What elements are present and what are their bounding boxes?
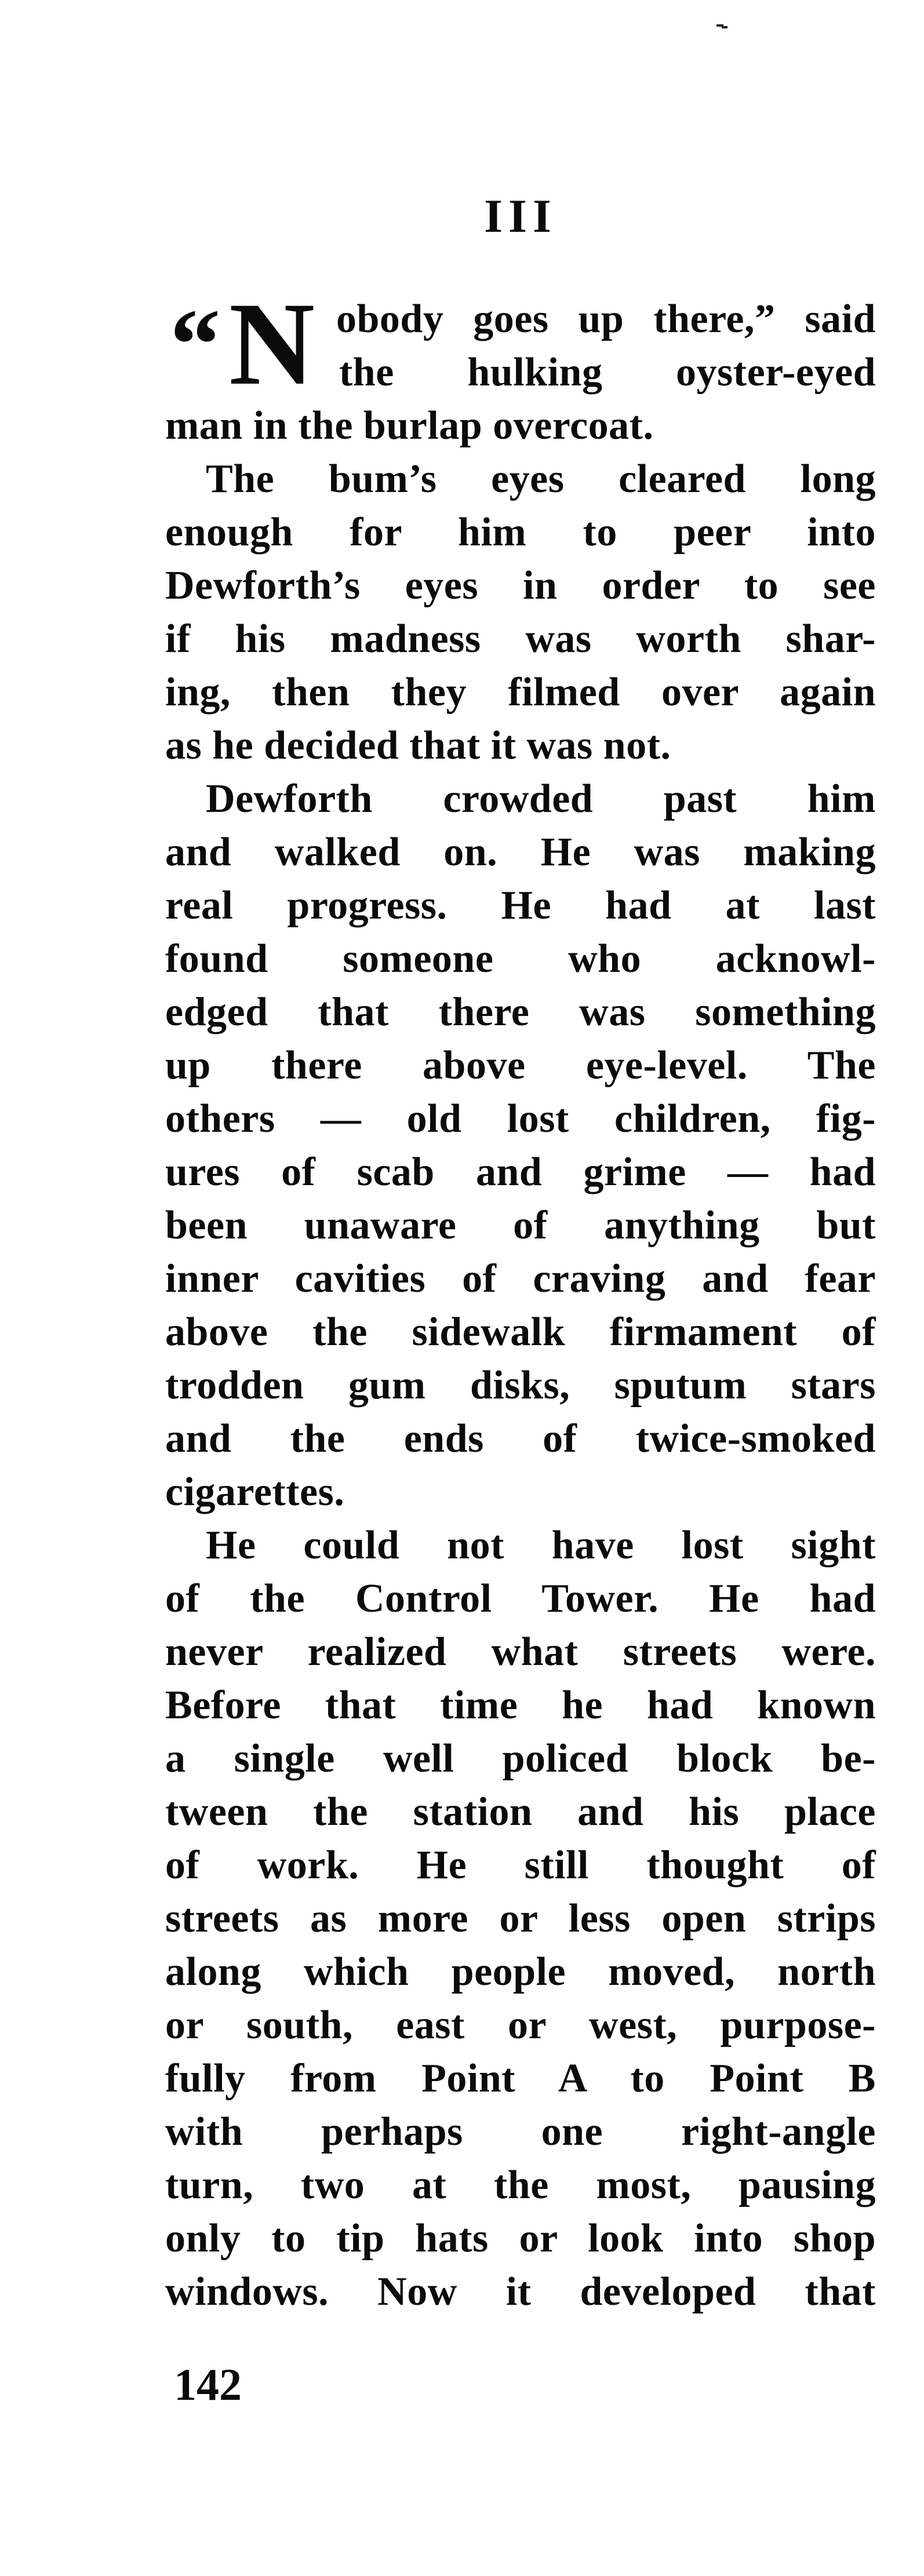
scan-speck [722,26,727,28]
text-line: streets as more or less open strips [165,1896,876,1941]
text-line: of work. He still thought of [165,1843,876,1888]
text-line: found someone who acknowl- [165,937,876,981]
text-line: windows. Now it developed that [165,2269,876,2314]
text-line: others — old lost children, fig- [165,1096,876,1141]
text-line: a single well policed block be- [165,1736,876,1781]
text-line: obody goes up there,” said [336,297,876,341]
text-line: ures of scab and grime — had [165,1150,876,1194]
text-line: Dewforth’s eyes in order to see [165,563,876,608]
text-line: never realized what streets were. [165,1630,876,1674]
text-line: The bum’s eyes cleared long [206,457,876,501]
text-line: above the sidewalk firmament of [165,1310,876,1354]
text-line: or south, east or west, purpose- [165,2003,876,2047]
text-line: man in the burlap overcoat. [165,403,654,448]
text-line: along which people moved, north [165,1950,876,1994]
text-line: trodden gum disks, sputum stars [165,1363,876,1408]
text-line: fully from Point A to Point B [165,2056,876,2101]
text-line: Before that time he had known [165,1683,876,1728]
text-line: of the Control Tower. He had [165,1576,876,1621]
text-line: if his madness was worth shar- [165,617,876,661]
chapter-heading: III [484,190,557,242]
text-line: and the ends of twice-smoked [165,1416,876,1461]
text-line: only to tip hats or look into shop [165,2216,876,2261]
text-line: turn, two at the most, pausing [165,2163,876,2207]
text-line: ing, then they filmed over again [165,670,876,715]
paragraph-4 [165,1519,876,2319]
text-line: real progress. He had at last [165,883,876,928]
drop-cap: N [229,278,315,410]
text-line: edged that there was something [165,990,876,1034]
text-line: enough for him to peer into [165,510,876,555]
text-line: as he decided that it was not. [165,723,671,768]
text-line: up there above eye-level. The [165,1043,876,1088]
page-number: 142 [174,2359,242,2410]
text-line: tween the station and his place [165,1790,876,1834]
text-line: been unaware of anything but [165,1203,876,1248]
text-line: with perhaps one right-angle [165,2109,876,2154]
text-line: and walked on. He was making [165,830,876,875]
text-line: cigarettes. [165,1470,345,1514]
paragraph-3 [165,773,876,1519]
text-line: the hulking oyster-eyed [339,350,876,395]
body-text [165,278,876,2319]
text-line: inner cavities of craving and fear [165,1256,876,1301]
opening-quote: “ [170,288,210,400]
text-line: He could not have lost sight [206,1523,876,1568]
paragraph-1 [165,278,876,453]
paragraph-2 [165,453,876,773]
text-line: Dewforth crowded past him [206,777,876,821]
